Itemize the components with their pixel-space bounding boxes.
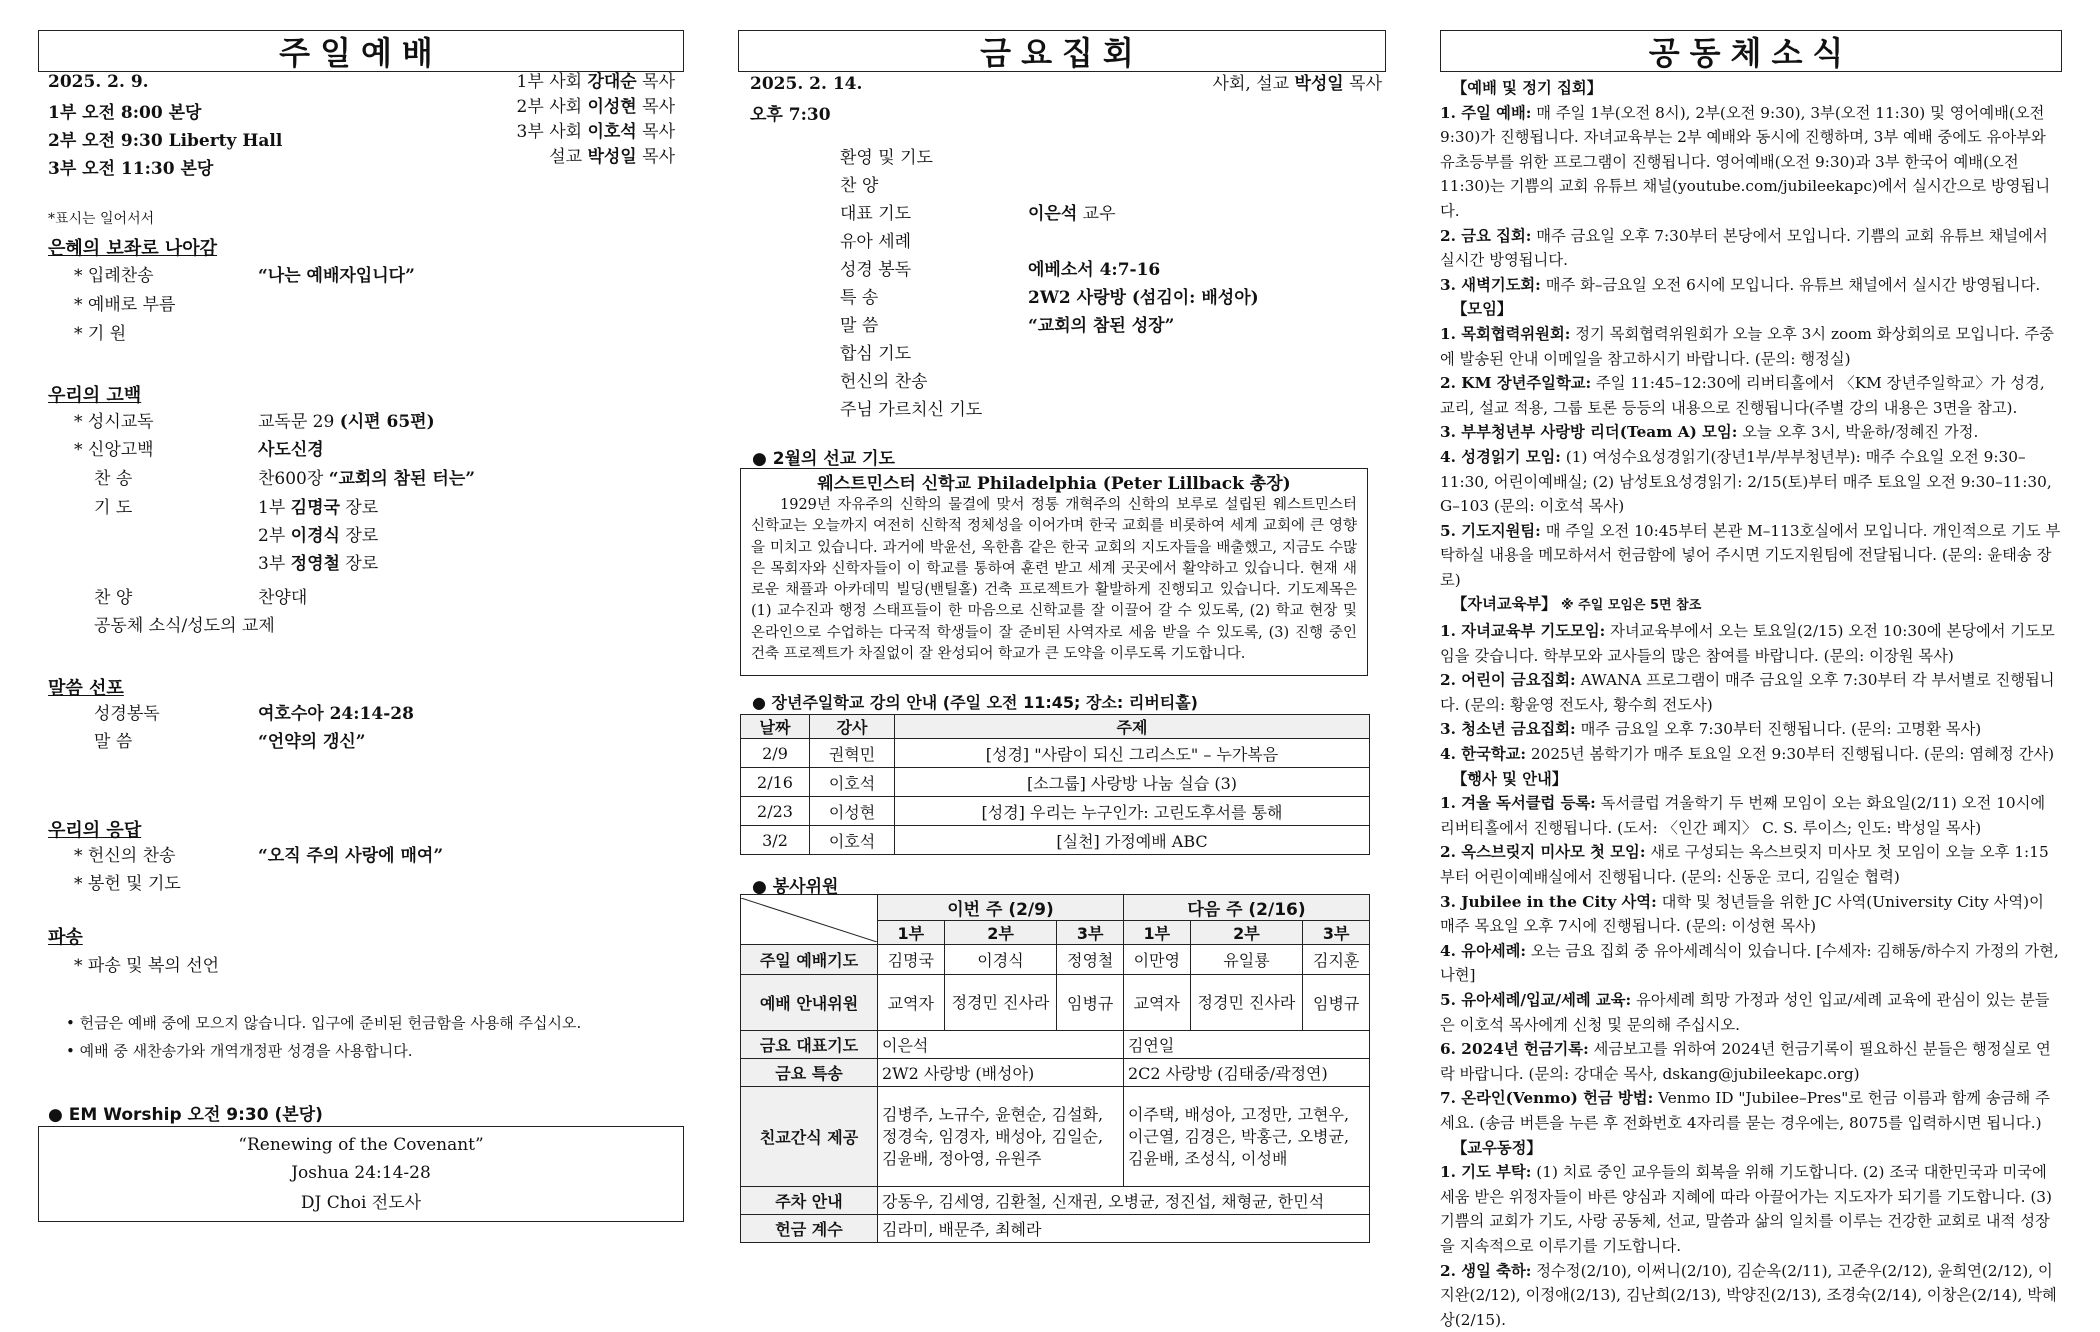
order-item: * 헌신의 찬송 [74, 842, 175, 870]
volunteer-table [740, 894, 1370, 1243]
cell: 정경민 진사라 [1190, 975, 1303, 1031]
news-section-title: 【예배 및 정기 집회】 [1452, 76, 2062, 101]
section-sending: 파송 [48, 923, 83, 949]
cell: 이주택, 배성아, 고정만, 고현우, 이근열, 김경은, 박홍근, 오병균, 김윤배, 조성식, 이성배 [1123, 1087, 1369, 1187]
order-value: 찬양대 [258, 584, 307, 612]
order-item: 성경 봉독 [840, 256, 911, 284]
order-item: 기 도 [94, 494, 132, 522]
cell: 이경식 [944, 945, 1057, 975]
cell: 3/2 [741, 826, 810, 855]
table-row [741, 975, 1370, 1031]
cell: 2/9 [741, 739, 810, 768]
news-item: 1. 기도 부탁: (1) 치료 중인 교우들의 회복을 위해 기도합니다. (2) 조국 대한민국과 미국에 세움 받은 위정자들이 바른 양심과 지혜에 따라 아끌어가는 지도자가 되기를 기도합니다. (3) 기쁨의 교회가 기도, 사랑 공동체, 선교, 말씀과 삶의 일치를 이루는 건강한 교회로 내적 성장을 지속적으로 이루기를 기도합니다. [1440, 1160, 2062, 1258]
news-item: 7. 온라인(Venmo) 헌금 방법: Venmo ID "Jubilee–Pres"로 헌금 이름과 함께 송금해 주세요. (송금 버튼을 누른 후 전화번호 4자리를 묻는 경우에는, 8075를 입력하시면 됩니다.) [1440, 1086, 2062, 1135]
table-row [741, 797, 1370, 826]
cell: 김라미, 배문주, 최혜라 [878, 1215, 1370, 1243]
cell: 정영철 [1057, 945, 1124, 975]
cell: 이만영 [1123, 945, 1190, 975]
offering-note: • 헌금은 예배 중에 모으지 않습니다. 입구에 준비된 헌금함을 사용해 주십시오. [66, 1012, 581, 1033]
prayer-1: 1부 김명국 장로 [258, 494, 378, 522]
table-row [741, 1187, 1370, 1215]
cell: [성경] "사람이 되신 그리스도" – 누가복음 [895, 739, 1370, 768]
cell: 정경민 진사라 [944, 975, 1057, 1031]
news-header: 공동체소식 [1440, 30, 2062, 72]
cell: 2W2 사랑방 (배성아) [878, 1059, 1124, 1087]
volunteer-heading: ● 봉사위원 [752, 872, 838, 897]
em-title: “Renewing of the Covenant” [39, 1131, 683, 1159]
news-item: 1. 주일 예배: 매 주일 1부(오전 8시), 2부(오전 9:30), 3부(오전 11:30) 및 영어예배(오전 9:30)가 진행됩니다. 자녀교육부는 2부 예배와 동시에 진행하며, 3부 예배 중에도 유아부와 유초등부를 위한 프로그램이 진행됩니다. 영어예배(오전 9:30)과 3부 한국어 예배(오전 11:30)는 기쁨의 교회 유튜브 채널(youtube.com/jubileekapc)에서 실시간으로 방영됩니다. [1440, 101, 2062, 224]
corner-cell [741, 895, 878, 945]
row-label: 헌금 계수 [741, 1215, 878, 1243]
cell: 교역자 [878, 975, 945, 1031]
order-item: 공동체 소식/성도의 교제 [94, 612, 275, 640]
news-item: 5. 기도지원팀: 매 주일 오전 10:45부터 본관 M–113호실에서 모입니다. 개인적으로 기도 부탁하실 내용을 메모하셔서 헌금함에 넣어 주시면 기도지원팀에 전달됩니다. (문의: 윤태송 장로) [1440, 519, 2062, 593]
stand-note: *표시는 일어서서 [48, 208, 154, 228]
order-item: 유아 세례 [840, 228, 911, 256]
em-worship-heading: ● EM Worship 오전 9:30 (본당) [48, 1100, 323, 1125]
news-item: 3. Jubilee in the City 사역: 대학 및 청년들을 위한 JC 사역(University City 사역)이 매주 목요일 오후 7시에 진행됩니다. (문의: 이성현 목사) [1440, 890, 2062, 939]
order-value: 사도신경 [258, 436, 324, 464]
news-item: 5. 유아세례/입교/세례 교육: 유아세례 희망 가정과 성인 입교/세례 교육에 관심이 있는 분들은 이호석 목사에게 신청 및 문의해 주십시오. [1440, 988, 2062, 1037]
school-heading: ● 장년주일학교 강의 안내 (주일 오전 11:45; 장소: 리버티홀) [752, 690, 1198, 713]
cell: 김지훈 [1303, 945, 1370, 975]
table-row [741, 826, 1370, 855]
order-value: “오직 주의 사랑에 매여” [258, 842, 443, 870]
order-item: 말 씀 [840, 312, 878, 340]
leader-1: 1부 사회 강대순 목사 [517, 70, 675, 94]
cell: 권혁민 [810, 739, 895, 768]
news-item: 3. 청소년 금요집회: 매주 금요일 오후 7:30부터 진행됩니다. (문의: 고명환 목사) [1440, 717, 2062, 742]
order-item: 찬 송 [94, 465, 132, 493]
sunday-column [38, 30, 684, 72]
friday-date: 2025. 2. 14. [750, 72, 862, 96]
news-item: 1. 자녀교육부 기도모임: 자녀교육부에서 오는 토요일(2/15) 오전 10:30에 본당에서 기도모임을 갖습니다. 학부모와 교사들의 많은 참여를 바랍니다. (문의: 이장원 목사) [1440, 619, 2062, 668]
news-item: 2. 어린이 금요집회: AWANA 프로그램이 매주 금요일 오후 7:30부터 각 부서별로 진행됩니다. (문의: 황윤영 전도사, 황수희 전도사) [1440, 668, 2062, 717]
prayer-3: 3부 정영철 장로 [258, 550, 378, 578]
order-value: “나는 예배자입니다” [258, 262, 415, 290]
table-row [741, 1059, 1370, 1087]
service-2: 2부 오전 9:30 Liberty Hall [48, 127, 282, 155]
table-row [741, 739, 1370, 768]
cell: 교역자 [1123, 975, 1190, 1031]
row-label: 친교간식 제공 [741, 1087, 878, 1187]
sunday-date: 2025. 2. 9. [48, 70, 149, 94]
news-item: 2. 금요 집회: 매주 금요일 오후 7:30부터 본당에서 모입니다. 기쁨의 교회 유튜브 채널에서 실시간 방영됩니다. [1440, 224, 2062, 273]
part-header: 1부 [878, 921, 945, 945]
order-item: * 성시교독 [74, 408, 154, 436]
news-item: 4. 성경읽기 모임: (1) 여성수요성경읽기(장년1부/부부청년부): 매주 수요일 오전 9:30–11:30, 어린이예배실; (2) 남성토요성경읽기: 2/15(토)부터 매주 토요일 오전 9:30–11:30, G–103 (문의: 이호석 목사) [1440, 445, 2062, 519]
news-item: 1. 겨울 독서클럽 등록: 독서클럽 겨울학기 두 번째 모임이 오는 화요일(2/11) 오전 10시에 리버티홀에서 진행됩니다. (도서: 〈인간 폐지〉 C. S. 루이스; 인도: 박성일 목사) [1440, 791, 2062, 840]
cell: 이호석 [810, 826, 895, 855]
row-label: 주일 예배기도 [741, 945, 878, 975]
order-item: * 봉헌 및 기도 [74, 870, 181, 898]
table-row [741, 945, 1370, 975]
prayer-2: 2부 이경식 장로 [258, 522, 378, 550]
news-item: 6. 2024년 헌금기록: 세금보고를 위하여 2024년 헌금기록이 필요하신 분들은 행정실로 연락 바랍니다. (문의: 강대순 목사, dskang@jubileekapc.org) [1440, 1037, 2062, 1086]
section-word: 말씀 선포 [48, 674, 124, 700]
order-value: 에베소서 4:7-16 [1028, 256, 1160, 284]
order-value: 여호수아 24:14-28 [258, 700, 414, 728]
order-item: 성경봉독 [94, 700, 160, 728]
news-item: 4. 한국학교: 2025년 봄학기가 매주 토요일 오전 9:30부터 진행됩니다. (문의: 염혜정 간사) [1440, 742, 2062, 767]
leader-4: 설교 박성일 목사 [549, 145, 675, 169]
news-body [1440, 76, 2062, 1332]
order-value: 찬600장 “교회의 참된 터는” [258, 465, 475, 493]
cell: [소그룹] 사랑방 나눔 실습 (3) [895, 768, 1370, 797]
mission-heading: ● 2월의 선교 기도 [752, 444, 895, 469]
part-header: 1부 [1123, 921, 1190, 945]
part-header: 2부 [1190, 921, 1303, 945]
service-1: 1부 오전 8:00 본당 [48, 99, 201, 127]
friday-header: 금요집회 [738, 30, 1386, 72]
leader-2: 2부 사회 이성현 목사 [517, 95, 675, 119]
cell: 김연일 [1123, 1031, 1369, 1059]
table-row [741, 1215, 1370, 1243]
col-teacher: 강사 [810, 715, 895, 739]
order-value: 이은석 교우 [1028, 200, 1116, 228]
bible-note: • 예배 중 새찬송가와 개역개정판 성경을 사용합니다. [66, 1040, 413, 1061]
order-item: * 파송 및 복의 선언 [74, 952, 219, 980]
section-response: 우리의 응답 [48, 816, 141, 842]
mission-text: 1929년 자유주의 신학의 물결에 맞서 정통 개혁주의 신학의 보루로 설립된 웨스트민스터 신학교는 오늘까지 여전히 신학적 정체성을 이어가며 한국 교회를 비롯하여 세계 교회에 큰 영향을 미치고 있습니다. 과거에 박윤선, 옥한흠 같은 한국 교회의 지도자들을 배출했고, 지금도 수많은 목회자와 신학자들이 이 학교를 통하여 훈련 받고 세계 곳곳에서 활약하고 있습니다. 현재 새로운 채플과 아카데믹 빌딩(밴틸홀) 건축 프로젝트가 활발하게 진행되고 있습니다. 기도제목은 (1) 교수진과 행정 스태프들이 한 마음으로 신학교를 잘 이끌어 갈 수 있도록, (2) 학교 현장 및 온라인으로 수업하는 다국적 학생들이 잘 준비된 사역자로 세움 받을 수 있도록, (3) 진행 중인 건축 프로젝트가 차질없이 잘 완성되어 학교가 큰 도약을 이루도록 기도합니다. [751, 495, 1357, 665]
order-value: 2W2 사랑방 (섬김이: 배성아) [1028, 284, 1259, 312]
cell: [실천] 가정예배 ABC [895, 826, 1370, 855]
news-item: 3. 부부청년부 사랑방 리더(Team A) 모임: 오늘 오후 3시, 박윤하/정혜진 가정. [1440, 420, 2062, 445]
order-item: 말 씀 [94, 728, 132, 756]
this-week-header: 이번 주 (2/9) [878, 895, 1124, 921]
order-item: 주님 가르치신 기도 [840, 396, 982, 424]
order-item: 환영 및 기도 [840, 144, 933, 172]
cell: [성경] 우리는 누구인가: 고린도후서를 통해 [895, 797, 1370, 826]
sunday-header: 주일예배 [38, 30, 684, 72]
cell: 임병규 [1303, 975, 1370, 1031]
em-preacher: DJ Choi 전도사 [39, 1187, 683, 1219]
order-item: 합심 기도 [840, 340, 911, 368]
table-row [741, 1087, 1370, 1187]
part-header: 3부 [1057, 921, 1124, 945]
mission-title: 웨스트민스터 신학교 Philadelphia (Peter Lillback 총장) [751, 473, 1357, 495]
mission-box [740, 468, 1368, 676]
news-item: 2. 생일 축하: 정수정(2/10), 이써니(2/10), 김순옥(2/11), 고준우(2/12), 윤희연(2/12), 이지완(2/12), 이정애(2/13), 김난희(2/13), 박양진(2/13), 조경숙(2/14), 이창은(2/14), 박혜상(2/15). [1440, 1259, 2062, 1332]
next-week-header: 다음 주 (2/16) [1123, 895, 1369, 921]
cell: 김명국 [878, 945, 945, 975]
news-column [1440, 30, 2062, 72]
order-item: * 신앙고백 [74, 436, 154, 464]
cell: 2/23 [741, 797, 810, 826]
table-row [741, 768, 1370, 797]
order-item: 찬 양 [94, 584, 132, 612]
row-label: 예배 안내위원 [741, 975, 878, 1031]
section-confession: 우리의 고백 [48, 381, 141, 407]
cell: 강동우, 김세영, 김환철, 신재권, 오병균, 정진섭, 채형균, 한민석 [878, 1187, 1370, 1215]
em-scripture: Joshua 24:14-28 [39, 1159, 683, 1187]
order-value: 교독문 29 (시편 65편) [258, 408, 435, 436]
order-value: “언약의 갱신” [258, 728, 366, 756]
friday-leader: 사회, 설교 박성일 목사 [1213, 72, 1382, 96]
col-date: 날짜 [741, 715, 810, 739]
cell: 김병주, 노규수, 윤현순, 김설화, 정경숙, 임경자, 배성아, 김일순, 김윤배, 정아영, 유원주 [878, 1087, 1124, 1187]
cell: 이호석 [810, 768, 895, 797]
row-label: 금요 특송 [741, 1059, 878, 1087]
news-item: 4. 유아세례: 오는 금요 집회 중 유아세례식이 있습니다. [수세자: 김해동/하수지 가정의 가현, 나현] [1440, 939, 2062, 988]
news-item: 3. 새벽기도회: 매주 화–금요일 오전 6시에 모입니다. 유튜브 채널에서 실시간 방영됩니다. [1440, 273, 2062, 298]
cell: 2/16 [741, 768, 810, 797]
news-item: 2. KM 장년주일학교: 주일 11:45–12:30에 리버티홀에서 〈KM 장년주일학교〉가 성경, 교리, 설교 적용, 그룹 토론 등등의 내용으로 진행됩니다(주별 강의 내용은 3면을 참고). [1440, 371, 2062, 420]
table-row [741, 1031, 1370, 1059]
friday-time: 오후 7:30 [750, 101, 831, 129]
cell: 유일룡 [1190, 945, 1303, 975]
news-section-title: 【행사 및 안내】 [1452, 767, 2062, 792]
order-item: 찬 양 [840, 172, 878, 200]
order-item: * 입례찬송 [74, 262, 154, 290]
cell: 이성현 [810, 797, 895, 826]
service-3: 3부 오전 11:30 본당 [48, 155, 213, 183]
news-section-title: 【자녀교육부】 ※ 주일 모임은 5면 참조 [1452, 592, 2062, 619]
friday-column [738, 30, 1386, 72]
row-label: 금요 대표기도 [741, 1031, 878, 1059]
news-section-title: 【교우동정】 [1452, 1136, 2062, 1161]
part-header: 2부 [944, 921, 1057, 945]
order-value: “교회의 참된 성장” [1028, 312, 1174, 340]
diagonal-line [741, 898, 877, 942]
cell: 이은석 [878, 1031, 1124, 1059]
order-item: * 기 원 [74, 320, 126, 348]
cell: 임병규 [1057, 975, 1124, 1031]
row-label: 주차 안내 [741, 1187, 878, 1215]
order-item: 대표 기도 [840, 200, 911, 228]
news-item: 1. 목회협력위원회: 정기 목회협력위원회가 오늘 오후 3시 zoom 화상회의로 모입니다. 주중에 발송된 안내 이메일을 참고하시기 바랍니다. (문의: 행정실) [1440, 322, 2062, 371]
order-item: * 예배로 부름 [74, 291, 175, 319]
order-item: 특 송 [840, 284, 878, 312]
em-worship-box [38, 1126, 684, 1222]
news-section-title: 【모임】 [1452, 297, 2062, 322]
part-header: 3부 [1303, 921, 1370, 945]
col-topic: 주제 [895, 715, 1370, 739]
leader-3: 3부 사회 이호석 목사 [517, 120, 675, 144]
cell: 2C2 사랑방 (김태중/곽정연) [1123, 1059, 1369, 1087]
news-item: 2. 옥스브릿지 미사모 첫 모임: 새로 구성되는 옥스브릿지 미사모 첫 모임이 오늘 오후 1:15부터 어린이예배실에서 진행됩니다. (문의: 신동운 코디, 김일순 협력) [1440, 840, 2062, 889]
section-grace: 은혜의 보좌로 나아감 [48, 234, 217, 260]
school-table [740, 714, 1370, 855]
order-item: 헌신의 찬송 [840, 368, 928, 396]
